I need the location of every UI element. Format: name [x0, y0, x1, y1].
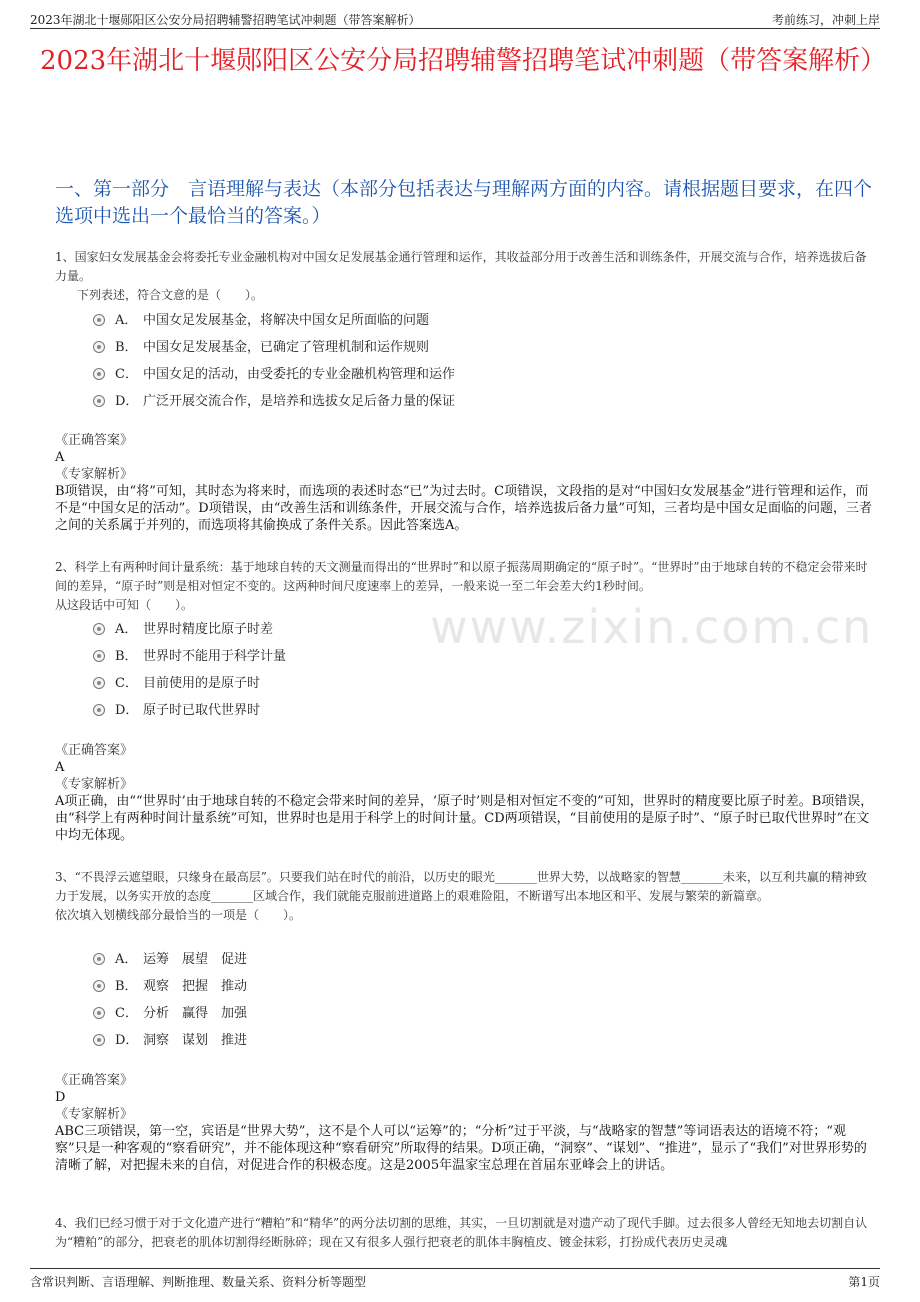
question-1	[55, 248, 875, 305]
analysis-text: B项错误，由“将”可知，其时态为将来时，而选项的表述时态“已”为过去时。C项错误，文段指的是对“中国妇女发展基金”进行管理和运作，而不是“中国女足的活动”。D项错误，由“改善生活和训练条件，开展交流与合作，培养选拔后备力量”可知，三者均是中国女足面临的问题，三者之间的关系属于并列的，而选项将其偷换成了条件关系。因此答案选A。	[55, 484, 873, 533]
radio-icon[interactable]	[93, 1007, 105, 1019]
radio-icon[interactable]	[93, 368, 105, 380]
watermark: www.zixin.com.cn	[430, 600, 874, 654]
answer-label: 《正确答案》	[55, 743, 134, 758]
answer-block-3	[55, 1072, 878, 1174]
page-footer	[30, 1268, 880, 1291]
answer-label: 《正确答案》	[55, 1073, 134, 1088]
option-letter: B．	[115, 649, 138, 664]
option-text: 世界时不能用于科学计量	[143, 649, 287, 664]
option-letter: D．	[115, 703, 139, 718]
option-letter: A．	[115, 952, 138, 967]
option-a[interactable]	[93, 309, 875, 336]
option-text: 中国女足发展基金，已确定了管理机制和运作规则	[143, 340, 430, 355]
option-b[interactable]	[93, 975, 875, 1002]
option-c[interactable]	[93, 1002, 875, 1029]
answer-value: D	[55, 1090, 66, 1105]
option-text: 广泛开展交流合作，是培养和选拔女足后备力量的保证	[143, 394, 456, 409]
option-letter: C．	[115, 1006, 138, 1021]
document-title: 2023年湖北十堰郧阳区公安分局招聘辅警招聘笔试冲刺题（带答案解析）	[40, 46, 887, 76]
option-text: 世界时精度比原子时差	[143, 622, 274, 637]
question-stem: 1、国家妇女发展基金会将委托专业金融机构对中国女足发展基金通行管理和运作，其收益部分用于改善生活和训练条件，开展交流与合作，培养选拔后备力量。	[55, 250, 867, 283]
option-letter: D．	[115, 394, 139, 409]
answer-value: A	[55, 450, 65, 465]
option-letter: C．	[115, 367, 138, 382]
question-3	[55, 868, 875, 925]
options-2	[93, 618, 875, 726]
option-d[interactable]	[93, 1029, 875, 1056]
option-c[interactable]	[93, 672, 875, 699]
radio-icon[interactable]	[93, 314, 105, 326]
answer-value: A	[55, 760, 65, 775]
option-text: 中国女足发展基金，将解决中国女足所面临的问题	[143, 313, 430, 328]
option-b[interactable]	[93, 336, 875, 363]
section-heading: 一、第一部分 言语理解与表达（本部分包括表达与理解两方面的内容。请根据题目要求，在四个选项中选出一个最恰当的答案。）	[55, 178, 873, 227]
header-slogan: 考前练习，冲刺上岸	[771, 13, 880, 27]
radio-icon[interactable]	[93, 395, 105, 407]
option-letter: A．	[115, 313, 138, 328]
question-2	[55, 558, 875, 615]
page-number: 第1页	[848, 1275, 880, 1289]
option-text: 观察 把握 推动	[143, 979, 248, 994]
option-letter: A．	[115, 622, 138, 637]
page-header	[30, 6, 880, 29]
options-3	[93, 948, 875, 1056]
question-prompt: 依次填入划横线部分最恰当的一项是（ ）。	[55, 908, 302, 922]
question-stem: 3、“不畏浮云遮望眼，只缘身在最高层”。只要我们站在时代的前沿，以历史的眼光_______世界大势，以战略家的智慧_______未来，以互利共赢的精神致力于发展，以务实开放的态度_______区域合作，我们就能克服前进道路上的艰难险阻，不断谱写出本地区和平、发展与繁荣的新篇章。	[55, 870, 867, 903]
analysis-label: 《专家解析》	[55, 777, 134, 792]
option-d[interactable]	[93, 699, 875, 726]
radio-icon[interactable]	[93, 650, 105, 662]
option-letter: D．	[115, 1033, 139, 1048]
option-text: 分析 赢得 加强	[143, 1006, 248, 1021]
question-prompt: 下列表述，符合文意的是（ ）。	[77, 288, 264, 302]
option-letter: B．	[115, 340, 138, 355]
header-doc-title: 2023年湖北十堰郧阳区公安分局招聘辅警招聘笔试冲刺题（带答案解析）	[30, 13, 421, 27]
option-a[interactable]	[93, 948, 875, 975]
option-text: 洞察 谋划 推进	[143, 1033, 248, 1048]
analysis-label: 《专家解析》	[55, 467, 134, 482]
option-text: 目前使用的是原子时	[143, 676, 261, 691]
option-text: 中国女足的活动，由受委托的专业金融机构管理和运作	[143, 367, 456, 382]
radio-icon[interactable]	[93, 704, 105, 716]
analysis-text: ABC三项错误，第一空，宾语是“世界大势”，这不是个人可以“运筹”的；“分析”过于平淡，与“战略家的智慧”等词语表达的语境不符；“观察”只是一种客观的“察看研究”，并不能体现这种“察看研究”所取得的结果。D项正确，“洞察”、“谋划”、“推进”，显示了“我们”对世界形势的清晰了解，对把握未来的自信，对促进合作的积极态度。这是2005年温家宝总理在首届东亚峰会上的讲话。	[55, 1124, 867, 1173]
option-letter: C．	[115, 676, 138, 691]
option-b[interactable]	[93, 645, 875, 672]
option-text: 原子时已取代世界时	[143, 703, 261, 718]
answer-block-1	[55, 432, 878, 534]
radio-icon[interactable]	[93, 953, 105, 965]
question-4	[55, 1214, 875, 1252]
answer-label: 《正确答案》	[55, 433, 134, 448]
radio-icon[interactable]	[93, 623, 105, 635]
answer-block-2	[55, 742, 878, 844]
analysis-text: A项正确，由““世界时’由于地球自转的不稳定会带来时间的差异，‘原子时’则是相对恒定不变的”可知，世界时的精度要比原子时差。B项错误，由“科学上有两种时间计量系统”可知，世界时也是用于科学上的时间计量。CD两项错误，“目前使用的是原子时”、“原子时已取代世界时”在文中均无体现。	[55, 794, 874, 843]
question-prompt: 从这段话中可知（ ）。	[55, 598, 194, 612]
radio-icon[interactable]	[93, 341, 105, 353]
option-a[interactable]	[93, 618, 875, 645]
radio-icon[interactable]	[93, 677, 105, 689]
option-c[interactable]	[93, 363, 875, 390]
option-text: 运筹 展望 促进	[143, 952, 248, 967]
question-stem: 2、科学上有两种时间计量系统：基于地球自转的天文测量而得出的“世界时”和以原子振荡周期确定的“原子时”。“世界时”由于地球自转的不稳定会带来时间的差异，“原子时”则是相对恒定不变的。这两种时间尺度速率上的差异，一般来说一至二年会差大约1秒时间。	[55, 560, 868, 593]
footer-topics: 含常识判断、言语理解、判断推理、数量关系、资料分析等题型	[30, 1275, 367, 1289]
option-d[interactable]	[93, 390, 875, 417]
radio-icon[interactable]	[93, 980, 105, 992]
analysis-label: 《专家解析》	[55, 1107, 134, 1122]
options-1	[93, 309, 875, 417]
radio-icon[interactable]	[93, 1034, 105, 1046]
question-stem: 4、我们已经习惯于对于文化遗产进行“糟粕”和“精华”的两分法切割的思维，其实，一旦切割就是对遗产动了现代手脚。过去很多人曾经无知地去切割自认为“糟粕”的部分，把衰老的肌体切割得经断脉碎；现在又有很多人强行把衰老的肌体丰胸植皮、镀金抹彩，打扮成代表历史灵魂	[55, 1216, 868, 1249]
option-letter: B．	[115, 979, 138, 994]
